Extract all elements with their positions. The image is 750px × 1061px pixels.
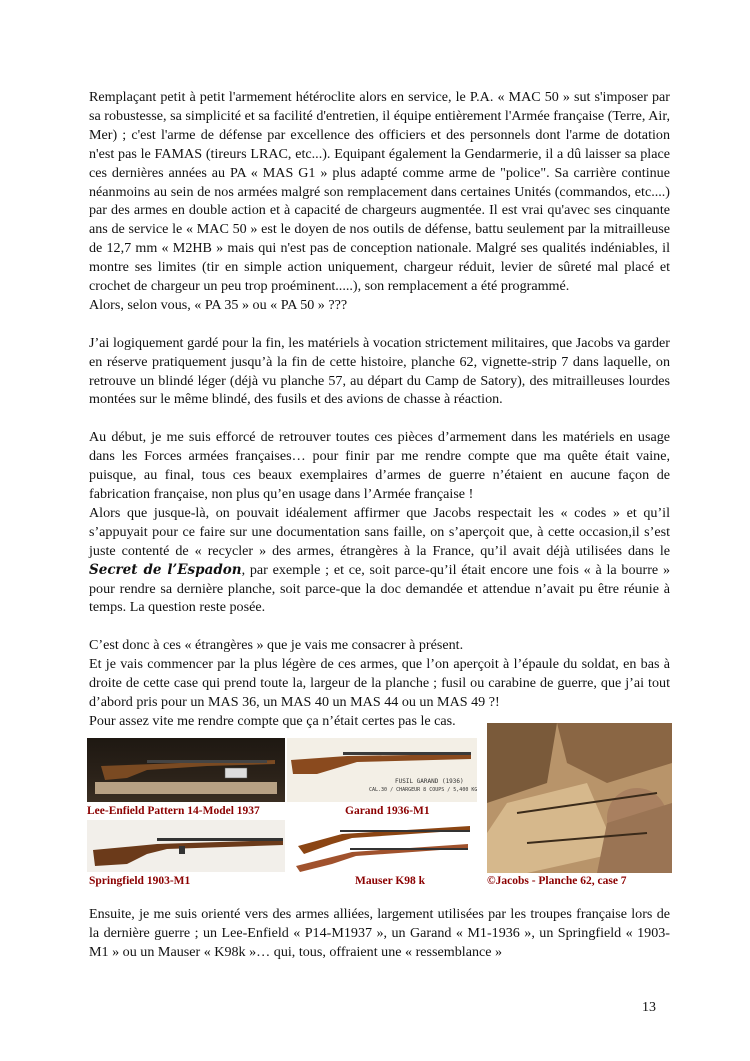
springfield-photo: [87, 820, 285, 872]
page-bottom: [89, 905, 670, 962]
garand-photo: [287, 738, 477, 802]
comic-panel-icon: [487, 723, 672, 873]
garand-label: FUSIL GARAND (1936): [395, 778, 464, 785]
caption-springfield: Springfield 1903-M1: [89, 875, 191, 887]
paragraph-mac50: Remplaçant petit à petit l'armement hétéroclite alors en service, le P.A. « MAC 50 » sut s'imposer par sa robustesse, sa simplicité et sa facilité d'entretien, il équipe entièrement l'Armée française (Terre, Air, Mer) ; c'est l'arme de défense par excellence des officiers et des personnels dont l'arme de dotation n'est pas le FAMAS (tireurs LRAC, etc...). Equipant également la Gendarmerie, il a dû laisser sa place ces dernières années au PA « MAS G1 » plus adapté comme arme de "police". Sa carrière continue néanmoins au sein de nos armées malgré son remplacement dans certaines Unités (commandos, etc....) par des armes en double action et à capacité de chargeurs augmentée. Il est vrai qu'avec ses cinquante ans de service le « MAC 50 » est le doyen de nos outils de défense, battu seulement par la mitrailleuse de 12,7 mm « M2HB » mais qui n'est pas de conception nationale. Malgré ses qualités indéniables, il montre ses limites (tir en simple action uniquement, chargeur réduit, levier de sûreté mal placé et crochet de chargeur un peu trop proéminent.....), son remplacement a été programmé.: [89, 89, 670, 295]
rifles-figure: [87, 723, 672, 893]
rifle-icon: [292, 820, 472, 876]
caption-jacobs: ©Jacobs - Planche 62, case 7: [487, 875, 627, 887]
paragraph-etrangeres: C’est donc à ces « étrangères » que je vais me consacrer à présent.: [89, 637, 464, 654]
paragraph-debut: Au début, je me suis efforcé de retrouver toutes ces pièces d’armement dans les matériels en usage dans les Forces armées françaises… pour finir par me rendre compte que ma quête était vaine, puisque, au final, tous ces beaux exemplaires d’armes de guerre n’étaient en aucune façon de fabrication française, non plus qu’en usage dans l’Armée française !: [89, 429, 670, 502]
paragraph-codes: Alors que jusque-là, on pouvait idéalement affirmer que Jacobs respectait les « codes » et qu’il s’appuyait pour ce faire sur une documentation sans faille, on s’aperçoit que, à cette occasion,il s’est juste contenté de « recycler » des armes, étrangères à la France, qu’il avait déjà utilisées dans le Secret de l’Espadon, par exemple ; et ce, soit parce-qu’il était encore une fois « à la bourre » pour rendre sa dernière planche, soit parce-que la doc demandée et attendue n’avait pu être réunie à temps. La question reste posée.: [89, 504, 670, 616]
paragraph-legere: Et je vais commencer par la plus légère de ces armes, que l’on aperçoit à l’épaule du soldat, en bas à droite de cette case qui prend toute la, largeur de la planche ; fusil ou carabine de guerre, que j’ai tout d’abord pris pour un MAS 36, un MAS 40 un MAS 44 ou un MAS 49 ?!: [89, 656, 670, 710]
paragraph-ensuite: Ensuite, je me suis orienté vers des armes alliées, largement utilisées par les troupes française lors de la dernière guerre ; un Lee-Enfield « P14-M1937 », un Garand « M1-1936 », un Springfield « 1903-M1 » ou un Mauser « K98k »… qui, tous, offraient une « ressemblance »: [89, 906, 670, 960]
lee-enfield-photo: [87, 738, 285, 802]
paragraph-military: J’ai logiquement gardé pour la fin, les matériels à vocation strictement militaires, que Jacobs va garder en réserve pratiquement jusqu’à la fin de cette histoire, planche 62, vignette-strip 7 dans laquelle, on retrouve un blindé léger (déjà vu planche 57, au départ du Camp de Satory), des mitrailleuses lourdes montées sur le même blindé, des fusils et des avions de chasse à réaction.: [89, 334, 670, 408]
caption-mauser: Mauser K98 k: [355, 875, 426, 887]
mauser-photo: [292, 820, 472, 876]
page-number: 13: [642, 1000, 656, 1015]
garand-sub: CAL.30 / CHARGEUR 8 COUPS / 5,400 KG: [369, 787, 477, 793]
paragraph-pour: Pour assez vite me rendre compte que ça n’était certes pas le cas.: [89, 712, 456, 729]
paragraph-question: Alors, selon vous, « PA 35 » ou « PA 50 » ???: [89, 296, 348, 313]
emphasis-title: Secret de l’Espadon: [89, 561, 242, 578]
caption-lee-enfield: Lee-Enfield Pattern 14-Model 1937: [87, 805, 260, 817]
rifle-icon: [87, 820, 285, 872]
jacobs-panel: [487, 723, 672, 873]
caption-garand: Garand 1936-M1: [345, 805, 430, 817]
page-body: [89, 88, 670, 731]
rifle-icon: [87, 738, 285, 802]
